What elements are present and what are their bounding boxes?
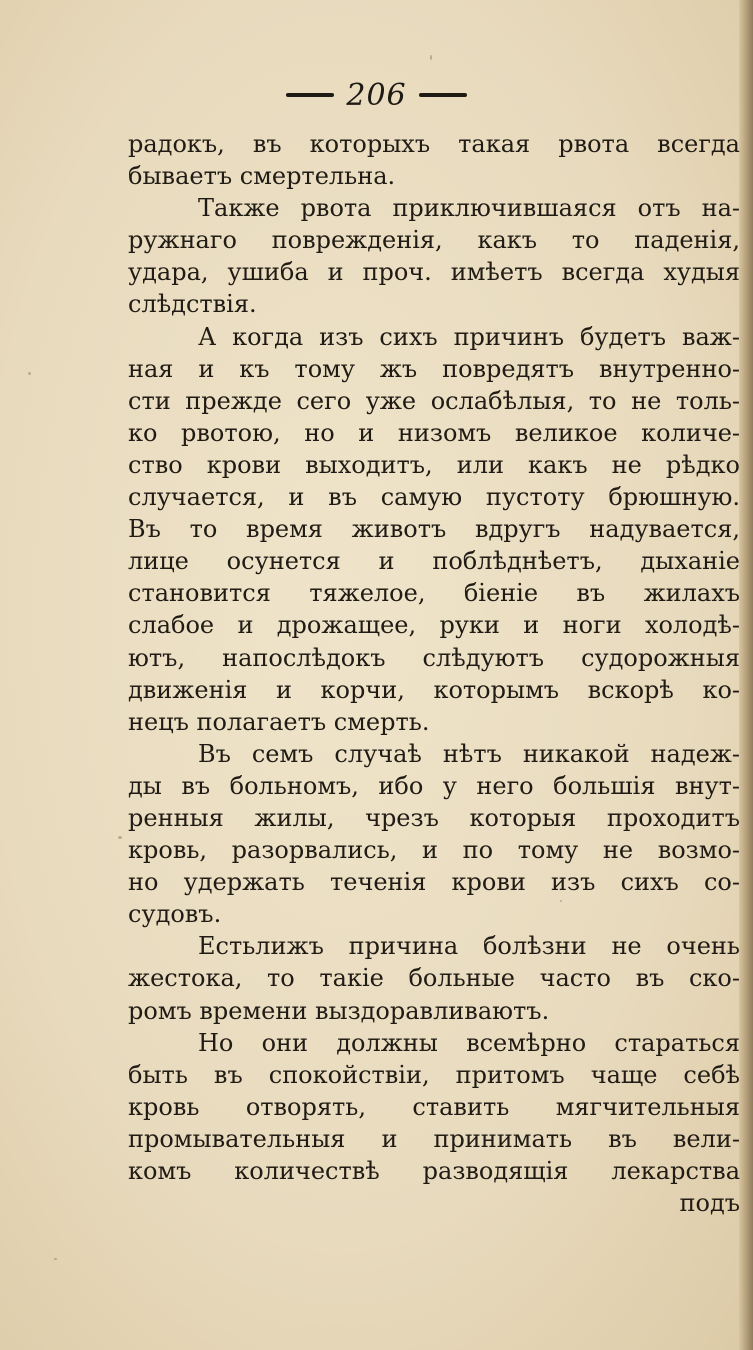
- text-line: ная и къ тому жъ повредятъ внутренно-: [128, 354, 740, 383]
- text-line: ютъ, напослѣдокъ слѣдуютъ судорожныя: [128, 643, 740, 672]
- paper-speck: [28, 372, 31, 375]
- text-line: Въ то время животъ вдругъ надувается,: [128, 515, 740, 544]
- header-rule-left: [286, 93, 334, 97]
- text-line: ренныя жилы, чрезъ которыя проходитъ: [128, 803, 740, 832]
- text-line: движенія и корчи, которымъ вскорѣ ко-: [128, 675, 740, 704]
- text-line: Но они должны всемѣрно стараться: [198, 1028, 740, 1057]
- text-line: слабое и дрожащее, руки и ноги холодѣ-: [128, 611, 740, 640]
- text-line: Въ семъ случаѣ нѣтъ никакой надеж-: [198, 739, 740, 768]
- header-rule-right: [419, 93, 467, 97]
- text-line: ство крови выходитъ, или какъ не рѣдко: [128, 450, 740, 479]
- text-line: радокъ, въ которыхъ такая рвота всегда: [128, 130, 740, 158]
- paper-speck: [430, 55, 432, 60]
- paper-speck: [118, 836, 122, 839]
- text-line: кровь отворять, ставить мягчительныя: [128, 1092, 740, 1121]
- text-line: Также рвота приключившаяся отъ на-: [198, 194, 740, 223]
- text-line: сти прежде сего уже ослабѣлыя, то не толь-: [128, 386, 740, 415]
- text-line: комъ количествѣ разводящія лекарства: [128, 1157, 740, 1185]
- text-line: удара, ушиба и проч. имѣетъ всегда худыя: [128, 258, 740, 287]
- page-header: [0, 76, 753, 114]
- text-line: слѣдствія.: [128, 290, 257, 319]
- text-line: судовъ.: [128, 900, 222, 929]
- text-line: кровь, разорвались, и по тому не возмо-: [128, 836, 740, 865]
- text-line: ружнаго поврежденія, какъ то паденія,: [128, 226, 740, 255]
- text-line: ко рвотою, но и низомъ великое количе-: [128, 418, 740, 447]
- page-edge: [739, 0, 753, 1350]
- text-line: Естьлижъ причина болѣзни не очень: [198, 932, 740, 961]
- text-line: жестока, то такіе больные часто въ ско-: [128, 964, 740, 993]
- text-line: ромъ времени выздоравливаютъ.: [128, 996, 550, 1025]
- text-line: бываетъ смертельна.: [128, 162, 396, 191]
- page-number: 206: [346, 77, 407, 113]
- text-line: становится тяжелое, біеніе въ жилахъ: [128, 579, 740, 608]
- text-line: но удержать теченія крови изъ сихъ со-: [128, 868, 740, 897]
- text-line: промывательныя и принимать въ вели-: [128, 1124, 740, 1153]
- text-line: быть въ спокойствіи, притомъ чаще себѣ: [128, 1060, 740, 1089]
- text-line: лице осунется и поблѣднѣетъ, дыханіе: [128, 547, 740, 576]
- text-line: ды въ больномъ, ибо у него большія внут-: [128, 771, 740, 800]
- body-text: [128, 128, 740, 1219]
- text-line: случается, и въ самую пустоту брюшную.: [128, 483, 740, 512]
- text-line: А когда изъ сихъ причинъ будетъ важ-: [198, 322, 740, 351]
- text-line: нецъ полагаетъ смерть.: [128, 707, 430, 736]
- paper-speck: [54, 1258, 57, 1260]
- catchword: подъ: [679, 1189, 740, 1218]
